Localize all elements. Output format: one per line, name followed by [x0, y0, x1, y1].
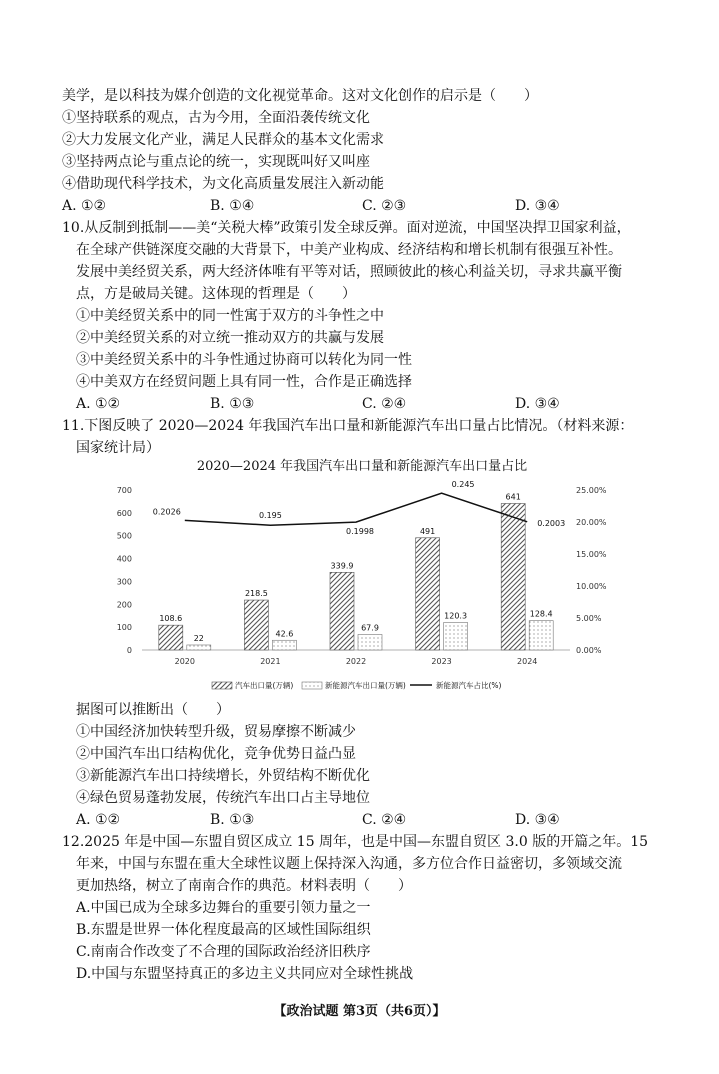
- bar-nev-export-label: 120.3: [444, 611, 468, 621]
- q10-option-1: ①中美经贸关系中的同一性寓于双方的斗争性之中: [76, 308, 384, 324]
- q11-question: 据图可以推断出（ ）: [76, 702, 230, 718]
- line-nev-share-label: 0.1998: [346, 527, 374, 537]
- x-tick-label: 2021: [260, 657, 281, 666]
- q11-option-2: ②中国汽车出口结构优化，竞争优势日益凸显: [76, 746, 356, 762]
- y-right-tick-label: 10.00%: [576, 582, 607, 591]
- q11-choice-a[interactable]: A. ①②: [76, 812, 121, 828]
- q10-choice-d[interactable]: D. ③④: [515, 396, 560, 412]
- q9-choice-a[interactable]: A. ①②: [62, 198, 107, 214]
- bar-car-export: [416, 538, 440, 650]
- y-left-tick-label: 200: [116, 600, 132, 610]
- bar-nev-export: [358, 634, 382, 650]
- q11-choice-c[interactable]: C. ②④: [362, 812, 407, 828]
- q9-stem: 美学，是以科技为媒介创造的文化视觉革命。这对文化创作的启示是（ ）: [62, 88, 538, 104]
- bar-nev-export-label: 42.6: [275, 629, 294, 639]
- legend-label-car-export: 汽车出口量(万辆): [235, 681, 294, 690]
- q12-choice-a[interactable]: A.中国已成为全球多边舞台的重要引领力量之一: [76, 900, 371, 916]
- line-nev-share-label: 0.195: [258, 511, 282, 521]
- q11-choice-b[interactable]: B. ①③: [210, 812, 255, 828]
- line-nev-share: [185, 493, 527, 525]
- y-left-tick-label: 300: [116, 577, 132, 587]
- bar-nev-export-label: 22: [193, 633, 204, 643]
- q11-option-3: ③新能源汽车出口持续增长，外贸结构不断优化: [76, 768, 370, 784]
- bar-car-export: [330, 572, 354, 650]
- bar-nev-export: [272, 640, 296, 650]
- q10-stem-line-2: 在全球产供链深度交融的大背景下，中美产业构成、经济结构和增长机制有很强互补性。: [76, 242, 622, 258]
- x-tick-label: 2023: [431, 657, 452, 666]
- bar-car-export-label: 491: [419, 526, 436, 536]
- legend-label-nev-share: 新能源汽车占比(%): [436, 681, 502, 690]
- export-chart: [112, 452, 612, 702]
- q12-stem-line-2: 年来，中国与东盟在重大全球性议题上保持深入沟通，多方位合作日益密切，多领域交流: [76, 856, 622, 872]
- line-nev-share-label: 0.2026: [152, 507, 181, 517]
- y-left-tick-label: 600: [116, 508, 132, 518]
- bar-car-export-label: 218.5: [244, 589, 268, 599]
- q9-option-2: ②大力发展文化产业，满足人民群众的基本文化需求: [62, 132, 384, 148]
- q11-stem-line-2: 国家统计局）: [76, 440, 160, 456]
- bar-nev-export: [187, 645, 211, 650]
- bar-car-export-label: 339.9: [330, 561, 354, 571]
- q9-choice-d[interactable]: D. ③④: [515, 198, 560, 214]
- y-left-tick-label: 0: [126, 646, 132, 655]
- chart-title: 2020—2024 年我国汽车出口量和新能源汽车出口量占比: [196, 459, 528, 474]
- y-right-tick-label: 25.00%: [576, 486, 607, 495]
- legend-swatch-nev-export: [302, 682, 322, 689]
- y-right-tick-label: 15.00%: [576, 550, 607, 559]
- q11-option-4: ④绿色贸易蓬勃发展，传统汽车出口占主导地位: [76, 790, 370, 806]
- y-right-tick-label: 20.00%: [576, 518, 607, 527]
- q10-stem-line-1: 10.从反制到抵制——美“关税大棒”政策引发全球反弹。面对逆流，中国坚决捍卫国家利益，: [62, 220, 631, 236]
- line-nev-share-label: 0.245: [451, 480, 475, 490]
- q10-choice-c[interactable]: C. ②④: [362, 396, 407, 412]
- q10-option-2: ②中美经贸关系的对立统一推动双方的共赢与发展: [76, 330, 384, 346]
- x-tick-label: 2022: [345, 657, 367, 666]
- q12-choice-d[interactable]: D.中国与东盟坚持真正的多边主义共同应对全球性挑战: [76, 966, 414, 982]
- y-left-tick-label: 500: [116, 531, 132, 541]
- q11-option-1: ①中国经济加快转型升级，贸易摩擦不断减少: [76, 724, 356, 740]
- y-right-tick-label: 5.00%: [576, 614, 602, 623]
- bar-car-export: [244, 600, 268, 650]
- bar-nev-export-label: 128.4: [529, 609, 553, 619]
- bar-nev-export: [529, 621, 553, 650]
- bar-car-export-label: 108.6: [159, 614, 183, 624]
- y-left-tick-label: 100: [116, 623, 132, 633]
- q9-choice-c[interactable]: C. ②③: [362, 198, 407, 214]
- bar-car-export: [159, 625, 183, 650]
- q10-stem-line-3: 发展中美经贸关系，两大经济体唯有平等对话，照顾彼此的核心利益关切，寻求共赢平衡: [76, 264, 622, 280]
- q12-choice-b[interactable]: B.东盟是世界一体化程度最高的区域性国际组织: [76, 922, 371, 938]
- x-tick-label: 2024: [517, 657, 538, 666]
- q10-choice-b[interactable]: B. ①③: [210, 396, 255, 412]
- bar-car-export-label: 641: [505, 492, 521, 502]
- q9-option-4: ④借助现代科学技术，为文化高质量发展注入新动能: [62, 176, 384, 192]
- bar-nev-export-label: 67.9: [361, 623, 379, 633]
- y-left-tick-label: 700: [116, 486, 132, 495]
- q12-stem-line-1: 12.2025 年是中国—东盟自贸区成立 15 周年，也是中国—东盟自贸区 3.0 版的开篇之年。15: [62, 834, 649, 850]
- q10-option-4: ④中美双方在经贸问题上具有同一性，合作是正确选择: [76, 374, 412, 390]
- q9-option-3: ③坚持两点论与重点论的统一，实现既叫好又叫座: [62, 154, 370, 170]
- q11-stem-line-1: 11.下图反映了 2020—2024 年我国汽车出口量和新能源汽车出口量占比情况。（材料来源：: [62, 418, 634, 434]
- page-footer: 【政治试题 第3页（共6页）】: [273, 1004, 446, 1019]
- x-tick-label: 2020: [174, 657, 195, 666]
- q12-choice-c[interactable]: C.南南合作改变了不合理的国际政治经济旧秩序: [76, 944, 371, 960]
- q9-choice-b[interactable]: B. ①④: [210, 198, 255, 214]
- q9-option-1: ①坚持联系的观点，古为今用，全面沿袭传统文化: [62, 110, 370, 126]
- y-left-tick-label: 400: [116, 554, 132, 564]
- line-nev-share-label: 0.2003: [537, 518, 566, 528]
- bar-nev-export: [444, 623, 468, 650]
- q10-choice-a[interactable]: A. ①②: [76, 396, 121, 412]
- bar-car-export: [501, 503, 525, 650]
- legend-label-nev-export: 新能源汽车出口量(万辆): [325, 681, 406, 690]
- q10-option-3: ③中美经贸关系中的斗争性通过协商可以转化为同一性: [76, 352, 412, 368]
- legend-swatch-car-export: [212, 682, 232, 689]
- y-right-tick-label: 0.00%: [576, 646, 602, 655]
- q11-choice-d[interactable]: D. ③④: [515, 812, 560, 828]
- q12-stem-line-3: 更加热络，树立了南南合作的典范。材料表明（ ）: [76, 878, 412, 894]
- q10-stem-line-4: 点，方是破局关键。这体现的哲理是（ ）: [76, 286, 356, 302]
